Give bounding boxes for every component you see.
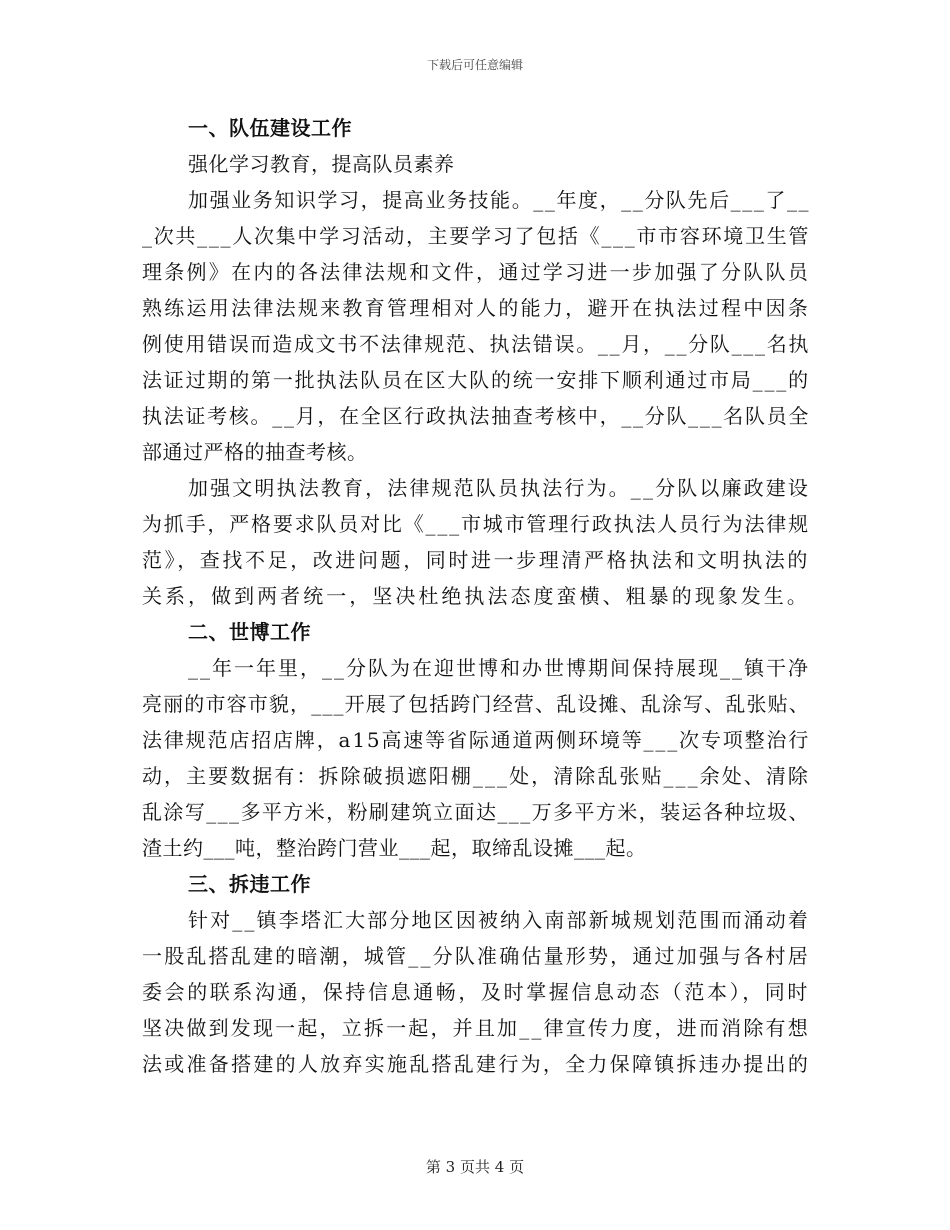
section-heading-demolition: 三、拆违工作 <box>188 872 311 896</box>
subheading-study: 强化学习教育，提高队员素养 <box>188 152 455 176</box>
paragraph-line: 渣土约___吨，整治跨门营业___起，取缔乱设摊___起。 <box>142 836 647 860</box>
paragraph-line: 加强文明执法教育，法律规范队员执法行为。__分队以廉政建设 <box>188 476 810 500</box>
paragraph-line: 乱涂写___多平方米，粉刷建筑立面达___万多平方米，装运各种垃圾、 <box>142 800 810 824</box>
section-heading-team: 一、队伍建设工作 <box>188 116 352 140</box>
document-body <box>142 110 810 1082</box>
paragraph-line: 亮丽的市容市貌，___开展了包括跨门经营、乱设摊、乱涂写、乱张贴、 <box>142 692 810 716</box>
paragraph-line: _次共___人次集中学习活动，主要学习了包括《___市市容环境卫生管 <box>142 224 810 248</box>
paragraph-line: 坚决做到发现一起，立拆一起，并且加__律宣传力度，进而消除有想 <box>142 1016 810 1040</box>
paragraph-line: 为抓手，严格要求队员对比《___市城市管理行政执法人员行为法律规 <box>142 512 810 536</box>
paragraph-line: 法律规范店招店牌，a15高速等省际通道两侧环境等___次专项整治行 <box>142 728 810 752</box>
paragraph-line: 法或准备搭建的人放弃实施乱搭乱建行为，全力保障镇拆违办提出的 <box>142 1052 810 1076</box>
page-footer: 第 3 页共 4 页 <box>425 1158 525 1176</box>
paragraph-line: 加强业务知识学习，提高业务技能。__年度，__分队先后___了__ <box>188 188 810 212</box>
paragraph-line: __年一年里，__分队为在迎世博和办世博期间保持展现__镇干净 <box>188 656 810 680</box>
paragraph-line: 执法证考核。__月，在全区行政执法抽查考核中，__分队___名队员全 <box>142 404 810 428</box>
paragraph-line: 部通过严格的抽查考核。 <box>142 440 368 464</box>
paragraph-line: 动，主要数据有：拆除破损遮阳棚___处，清除乱张贴___余处、清除 <box>142 764 810 788</box>
paragraph-line: 针对__镇李塔汇大部分地区因被纳入南部新城规划范围而涌动着 <box>188 908 810 932</box>
paragraph-line: 熟练运用法律法规来教育管理相对人的能力，避开在执法过程中因条 <box>142 296 810 320</box>
paragraph-line: 关系，做到两者统一，坚决杜绝执法态度蛮横、粗暴的现象发生。 <box>142 584 810 608</box>
paragraph-line: 委会的联系沟通，保持信息通畅，及时掌握信息动态（范本），同时 <box>142 980 810 1004</box>
paragraph-line: 范》，查找不足，改进问题，同时进一步理清严格执法和文明执法的 <box>142 548 810 572</box>
paragraph-line: 例使用错误而造成文书不法律规范、执法错误。__月，__分队___名执 <box>142 332 810 356</box>
paragraph-line: 一股乱搭乱建的暗潮，城管__分队准确估量形势，通过加强与各村居 <box>142 944 810 968</box>
paragraph-line: 理条例》在内的各法律法规和文件，通过学习进一步加强了分队队员 <box>142 260 810 284</box>
paragraph-line: 法证过期的第一批执法队员在区大队的统一安排下顺利通过市局___的 <box>142 368 810 392</box>
page-header: 下载后可任意编辑 <box>426 58 523 72</box>
section-heading-expo: 二、世博工作 <box>188 620 311 644</box>
